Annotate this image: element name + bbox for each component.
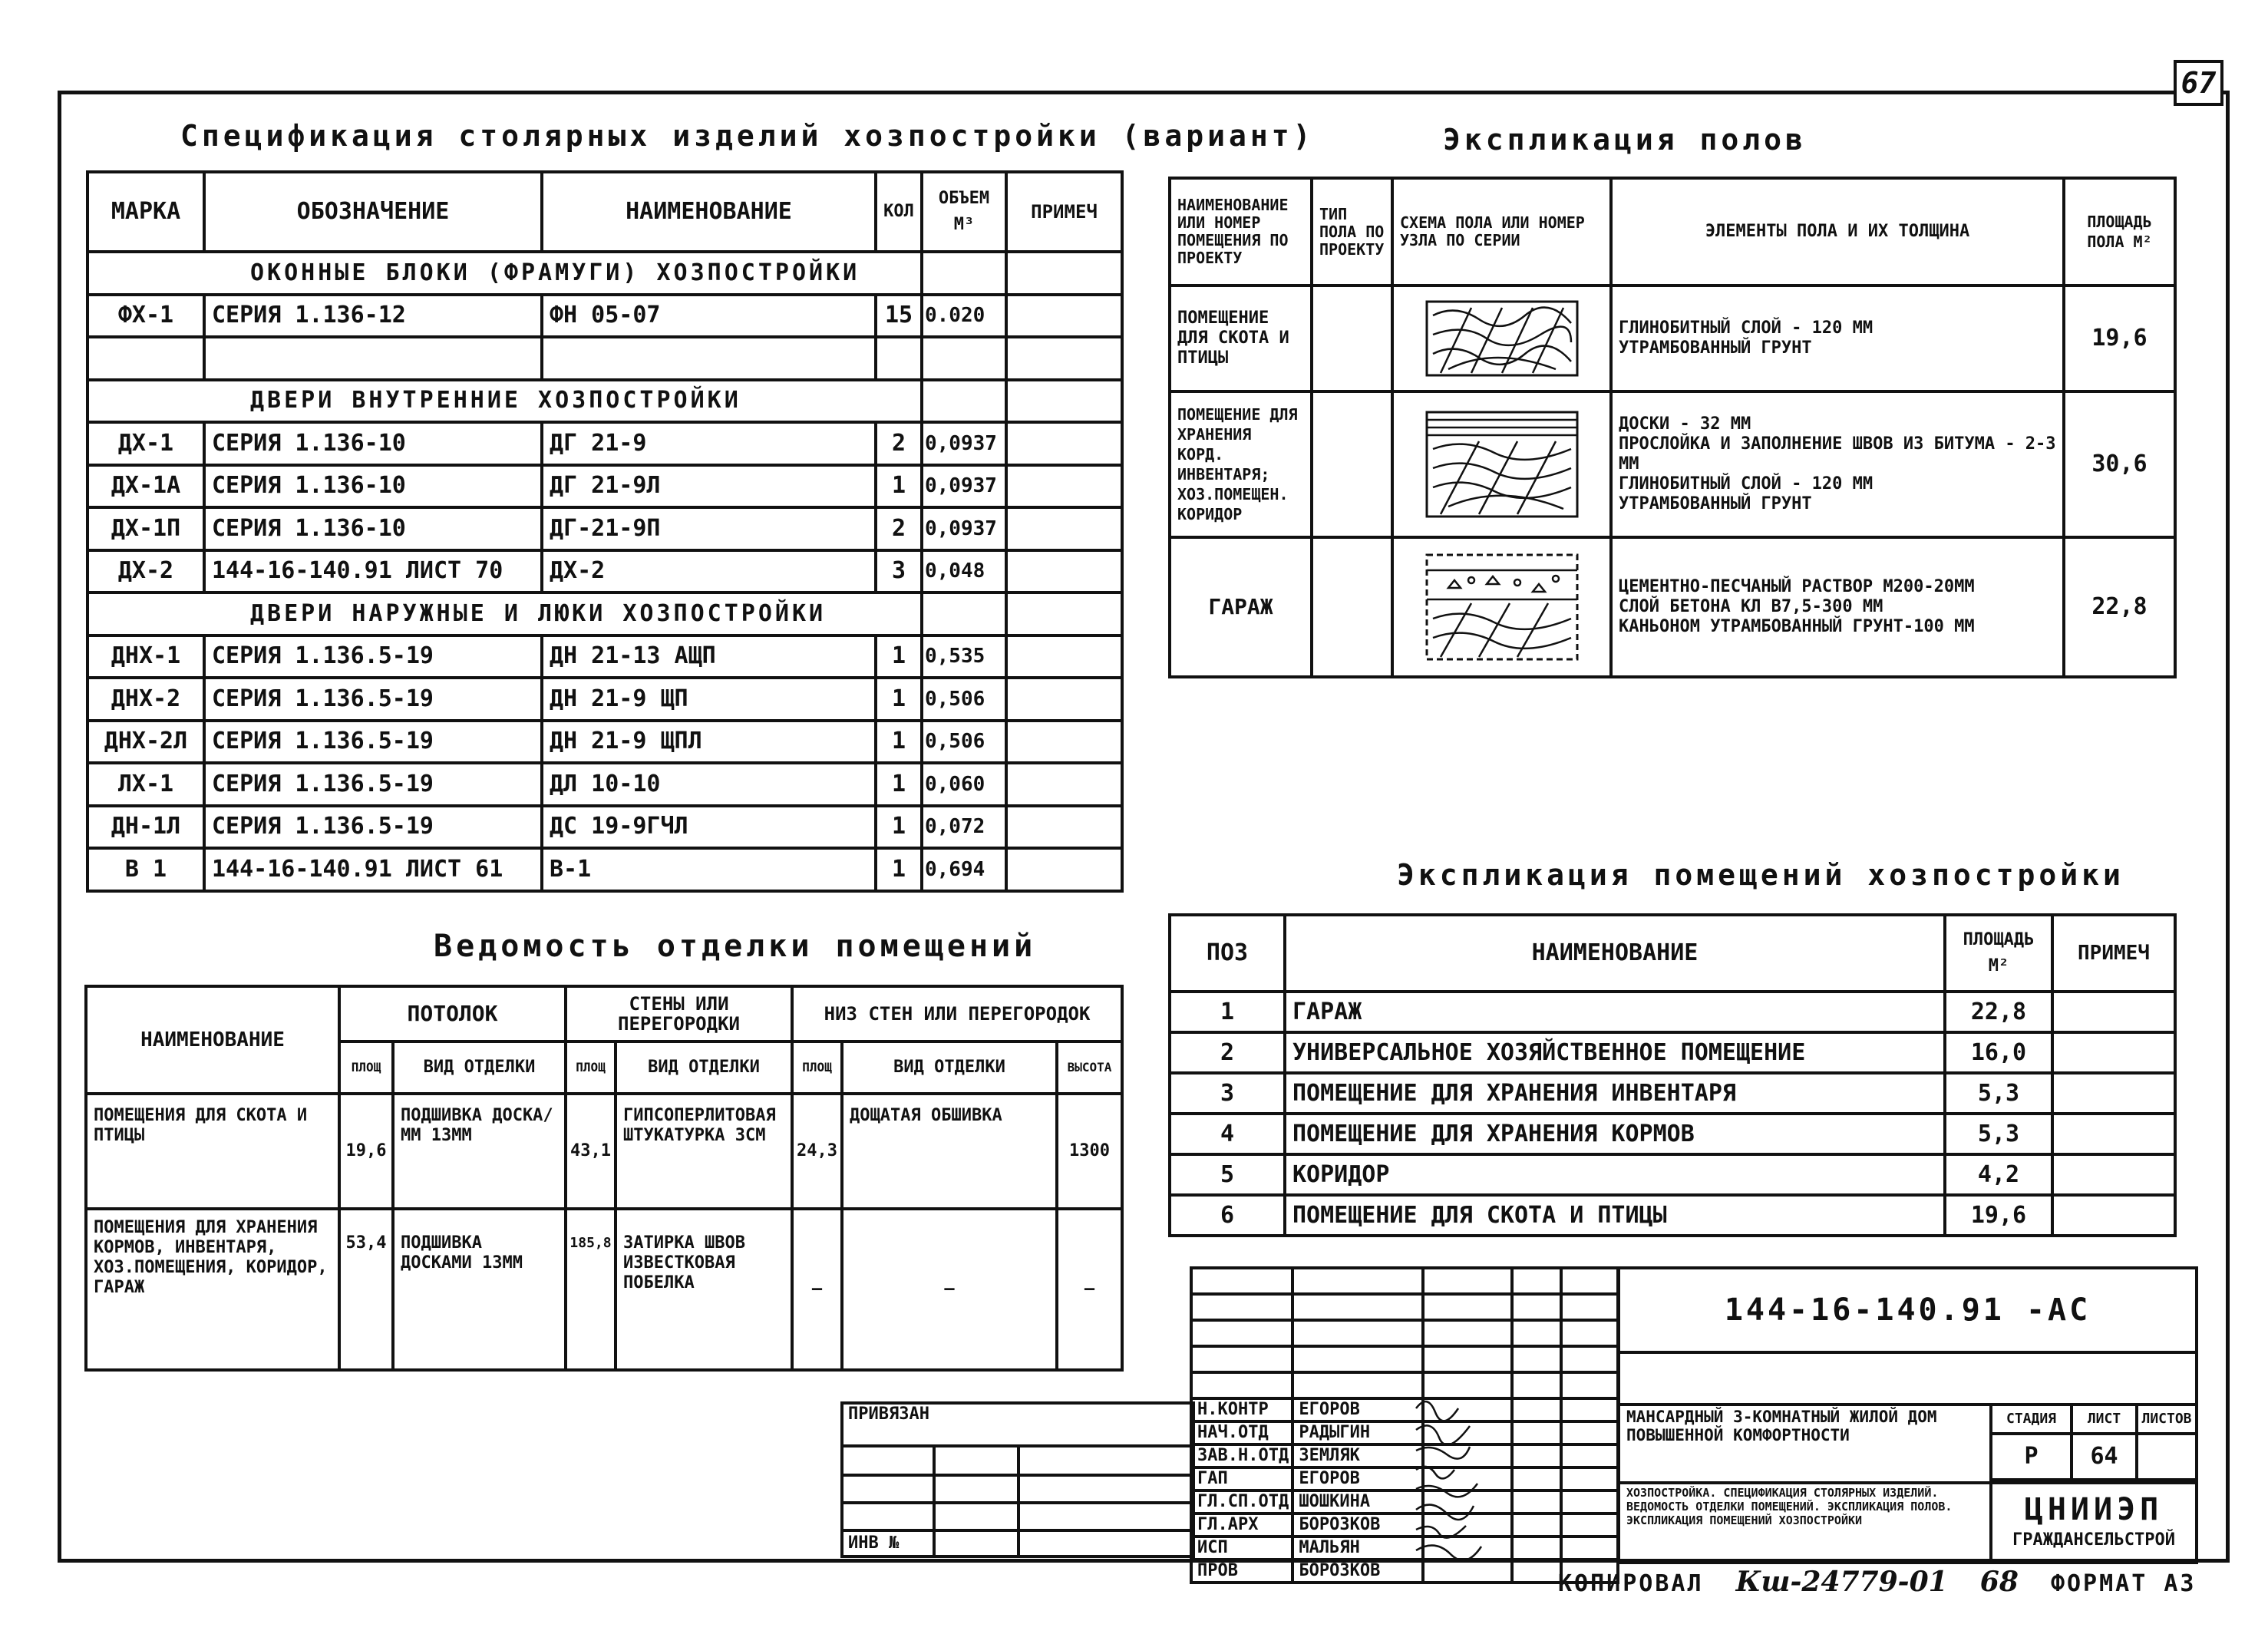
room-name: ПОМЕЩЕНИЕ ДЛЯ ХРАНЕНИЯ КОРМОВ <box>1285 1114 1945 1154</box>
spec-section-title: ОКОННЫЕ БЛОКИ (ФРАМУГИ) ХОЗПОСТРОЙКИ <box>204 252 922 295</box>
floor-scheme <box>1392 537 1611 677</box>
lower-area: — <box>792 1209 842 1370</box>
floors-header-room: НАИМЕНОВАНИЕ ИЛИ НОМЕР ПОМЕЩЕНИЯ ПО ПРОЕКТУ <box>1170 178 1312 286</box>
room-name: ПОМЕЩЕНИЕ ДЛЯ СКОТА И ПТИЦЫ <box>1285 1195 1945 1236</box>
finishing-header-type: ВИД ОТДЕЛКИ <box>842 1041 1057 1094</box>
spec-volume: 0,0937 <box>922 507 1006 550</box>
floors-header-scheme: СХЕМА ПОЛА ИЛИ НОМЕР УЗЛА ПО СЕРИИ <box>1392 178 1611 286</box>
floor-scheme <box>1392 286 1611 391</box>
spec-volume: 0,535 <box>922 635 1006 678</box>
ceiling-area: 53,4 <box>339 1209 393 1370</box>
lower-finish: — <box>842 1209 1057 1370</box>
spec-row <box>87 721 1122 764</box>
floor-element: ГЛИНОБИТНЫЙ СЛОЙ - 120 ММ <box>1619 319 1873 338</box>
format-label: ФОРМАТ А3 <box>2050 1570 2197 1597</box>
room-pos: 6 <box>1170 1195 1285 1236</box>
spec-designation: СЕРИЯ 1.136-10 <box>204 465 542 508</box>
spec-mark: В 1 <box>87 848 204 891</box>
floor-room-name: ГАРАЖ <box>1170 537 1312 677</box>
room-note <box>2052 1114 2175 1154</box>
spec-designation: СЕРИЯ 1.136.5-19 <box>204 806 542 849</box>
footer <box>1558 1566 2197 1604</box>
spec-qty: 15 <box>876 295 922 338</box>
spec-header-designation: ОБОЗНАЧЕНИЕ <box>204 172 542 252</box>
spec-row <box>87 763 1122 806</box>
spec-volume: 0,0937 <box>922 465 1006 508</box>
floors-header-type: ТИП ПОЛА ПО ПРОЕКТУ <box>1312 178 1392 286</box>
spec-qty: 1 <box>876 465 922 508</box>
spec-name: ДС 19-9ГЧЛ <box>542 806 876 849</box>
stamp-name: БОРОЗКОВ <box>1292 1514 1422 1537</box>
spec-row <box>87 507 1122 550</box>
lower-height: — <box>1057 1209 1122 1370</box>
spec-mark: ДХ-1 <box>87 422 204 465</box>
stamp-name: БОРОЗКОВ <box>1292 1560 1422 1583</box>
floor-element: СЛОЙ БЕТОНА КЛ В7,5-300 ММ <box>1619 597 1883 616</box>
spec-volume: 0,060 <box>922 763 1006 806</box>
room-area: 22,8 <box>1945 992 2052 1032</box>
spec-name: ДН 21-9 ЩП <box>542 678 876 721</box>
spec-note <box>1006 806 1122 849</box>
spec-mark: ДНХ-2 <box>87 678 204 721</box>
organization-subname: ГРАЖДАНСЕЛЬСТРОЙ <box>2012 1530 2175 1550</box>
finishing-room: ПОМЕЩЕНИЯ ДЛЯ СКОТА И ПТИЦЫ <box>86 1094 339 1209</box>
spec-designation: СЕРИЯ 1.136.5-19 <box>204 635 542 678</box>
finishing-header-height: ВЫСОТА <box>1057 1041 1122 1094</box>
stamp-role: НАЧ.ОТД <box>1191 1421 1292 1444</box>
spec-designation: 144-16-140.91 ЛИСТ 61 <box>204 848 542 891</box>
floor-type <box>1312 391 1392 537</box>
spec-volume: 0,506 <box>922 678 1006 721</box>
spec-volume: 0,694 <box>922 848 1006 891</box>
stamp-person-row <box>1191 1444 1618 1467</box>
floor-room-name: ПОМЕЩЕНИЕ ДЛЯ ХРАНЕНИЯ КОРД. ИНВЕНТАРЯ; ХОЗ.ПОМЕЩЕН. КОРИДОР <box>1170 391 1312 537</box>
finishing-header-area: ПЛОЩ <box>792 1041 842 1094</box>
room-area: 19,6 <box>1945 1195 2052 1236</box>
stamp-person-row <box>1191 1537 1618 1560</box>
copy-page: 68 <box>1979 1566 2019 1598</box>
stage-value: Р <box>1991 1434 2072 1480</box>
finishing-header-area: ПЛОЩ <box>339 1041 393 1094</box>
spec-designation <box>204 337 542 380</box>
spec-name: ДХ-2 <box>542 550 876 593</box>
spec-qty: 2 <box>876 422 922 465</box>
inventory-label: ИНВ № <box>842 1530 934 1556</box>
stamp-person-row <box>1191 1514 1618 1537</box>
stamp-person-row <box>1191 1421 1618 1444</box>
spec-section-title: ДВЕРИ НАРУЖНЫЕ И ЛЮКИ ХОЗПОСТРОЙКИ <box>204 593 922 635</box>
stamp <box>840 1266 2195 1580</box>
spec-volume: 0,072 <box>922 806 1006 849</box>
lower-height: 1300 <box>1057 1094 1122 1209</box>
lower-area: 24,3 <box>792 1094 842 1209</box>
ceiling-finish: ПОДШИВКА ДОСКАМИ 13ММ <box>393 1209 566 1370</box>
spec-name <box>542 337 876 380</box>
spec-designation: СЕРИЯ 1.136.5-19 <box>204 678 542 721</box>
lower-finish: ДОЩАТАЯ ОБШИВКА <box>842 1094 1057 1209</box>
spec-qty: 1 <box>876 635 922 678</box>
spec-name: ДН 21-9 ЩПЛ <box>542 721 876 764</box>
stamp-name: ЗЕМЛЯК <box>1292 1444 1422 1467</box>
spec-section-row <box>87 252 1122 295</box>
sheet-description: ХОЗПОСТРОЙКА. СПЕЦИФИКАЦИЯ СТОЛЯРНЫХ ИЗДЕЛИЙ. ВЕДОМОСТЬ ОТДЕЛКИ ПОМЕЩЕНИЙ. ЭКСПЛИКАЦИЯ ПОЛОВ. ЭКСПЛИКАЦИЯ ПОМЕЩЕНИЙ ХОЗПОСТРОЙКИ <box>1619 1483 1991 1563</box>
page-number: 67 <box>2181 66 2217 100</box>
spec-mark: ДХ-2 <box>87 550 204 593</box>
spec-row <box>87 550 1122 593</box>
sheets-value <box>2137 1434 2197 1480</box>
room-pos: 5 <box>1170 1154 1285 1195</box>
rooms-row <box>1170 1154 2175 1195</box>
copied-label: КОПИРОВАЛ <box>1558 1570 1704 1597</box>
stamp-name: ЕГОРОВ <box>1292 1467 1422 1490</box>
spec-qty: 3 <box>876 550 922 593</box>
rooms-table <box>1168 913 2177 1237</box>
spec-row <box>87 806 1122 849</box>
finishing-row <box>86 1094 1122 1209</box>
floor-scheme-earth-icon <box>1425 300 1579 377</box>
spec-name: ДН 21-13 АЩП <box>542 635 876 678</box>
spec-qty: 1 <box>876 848 922 891</box>
floor-elements <box>1611 286 2064 391</box>
stamp-role: ГАП <box>1191 1467 1292 1490</box>
spec-header-name: НАИМЕНОВАНИЕ <box>542 172 876 252</box>
copy-number: Кш-24779-01 <box>1735 1566 1948 1598</box>
spec-qty: 2 <box>876 507 922 550</box>
stamp-main <box>1617 1266 2198 1564</box>
floor-element: УТРАМБОВАННЫЙ ГРУНТ <box>1619 338 1812 358</box>
rooms-row <box>1170 1195 2175 1236</box>
room-name: УНИВЕРСАЛЬНОЕ ХОЗЯЙСТВЕННОЕ ПОМЕЩЕНИЕ <box>1285 1032 1945 1073</box>
spec-row <box>87 678 1122 721</box>
floor-type <box>1312 537 1392 677</box>
spec-designation: 144-16-140.91 ЛИСТ 70 <box>204 550 542 593</box>
spec-note <box>1006 422 1122 465</box>
stage-label: СТАДИЯ <box>1991 1405 2072 1434</box>
sheet-value: 64 <box>2072 1434 2137 1480</box>
spec-row <box>87 465 1122 508</box>
spec-designation: СЕРИЯ 1.136.5-19 <box>204 763 542 806</box>
room-area: 5,3 <box>1945 1114 2052 1154</box>
floor-element: ЦЕМЕНТНО-ПЕСЧАНЫЙ РАСТВОР М200-20ММ <box>1619 577 1975 596</box>
spec-qty: 1 <box>876 763 922 806</box>
floor-element: ГЛИНОБИТНЫЙ СЛОЙ - 120 ММ <box>1619 474 1873 494</box>
spec-qty <box>876 337 922 380</box>
room-note <box>2052 1073 2175 1114</box>
binding-label: ПРИВЯЗАН <box>842 1403 1193 1446</box>
spec-qty: 1 <box>876 678 922 721</box>
floor-type <box>1312 286 1392 391</box>
spec-header-qty: КОЛ <box>876 172 922 252</box>
room-note <box>2052 992 2175 1032</box>
spec-designation: СЕРИЯ 1.136-10 <box>204 507 542 550</box>
signatures-handwriting <box>1408 1393 1500 1570</box>
spec-mark: ФХ-1 <box>87 295 204 338</box>
stamp-revision-grid <box>1190 1266 1619 1584</box>
spec-mark: ДНХ-1 <box>87 635 204 678</box>
stamp-name: МАЛЬЯН <box>1292 1537 1422 1560</box>
finishing-header-walls: СТЕНЫ ИЛИ ПЕРЕГОРОДКИ <box>566 986 792 1041</box>
rooms-row <box>1170 992 2175 1032</box>
page-number-box <box>2174 60 2223 106</box>
stamp-role: ЗАВ.Н.ОТД <box>1191 1444 1292 1467</box>
spec-mark: ДХ-1А <box>87 465 204 508</box>
ceiling-area: 19,6 <box>339 1094 393 1209</box>
finishing-title: Ведомость отделки помещений <box>434 929 1037 964</box>
floor-element: КАНЬОНОМ УТРАМБОВАННЫЙ ГРУНТ-100 ММ <box>1619 617 1975 636</box>
stamp-role: ГЛ.АРХ <box>1191 1514 1292 1537</box>
spec-note <box>1006 848 1122 891</box>
floors-header-area: ПЛОЩАДЬ ПОЛА М² <box>2064 178 2175 286</box>
room-pos: 4 <box>1170 1114 1285 1154</box>
stamp-name: РАДЫГИН <box>1292 1421 1422 1444</box>
finishing-header-lower: НИЗ СТЕН ИЛИ ПЕРЕГОРОДОК <box>792 986 1122 1041</box>
room-name: КОРИДОР <box>1285 1154 1945 1195</box>
rooms-header-pos: ПОЗ <box>1170 915 1285 992</box>
spec-row <box>87 635 1122 678</box>
floor-element: ПРОСЛОЙКА И ЗАПОЛНЕНИЕ ШВОВ ИЗ БИТУМА - 2-3 ММ <box>1619 434 2056 474</box>
floor-area: 22,8 <box>2064 537 2175 677</box>
room-note <box>2052 1032 2175 1073</box>
rooms-row <box>1170 1032 2175 1073</box>
rooms-title: Экспликация помещений хозпостройки <box>1397 858 2124 892</box>
spec-note <box>1006 507 1122 550</box>
stamp-name: ШОШКИНА <box>1292 1490 1422 1514</box>
rooms-header-name: НАИМЕНОВАНИЕ <box>1285 915 1945 992</box>
floor-element: УТРАМБОВАННЫЙ ГРУНТ <box>1619 494 1812 513</box>
spec-name: ДЛ 10-10 <box>542 763 876 806</box>
spec-name: ДГ-21-9П <box>542 507 876 550</box>
rooms-row <box>1170 1073 2175 1114</box>
spec-name: ДГ 21-9Л <box>542 465 876 508</box>
spec-volume <box>922 337 1006 380</box>
organization-name: ЦНИИЭП <box>2024 1492 2164 1527</box>
rooms-body <box>1170 992 2175 1236</box>
finishing-header-type: ВИД ОТДЕЛКИ <box>616 1041 792 1094</box>
spec-section-row <box>87 380 1122 423</box>
stamp-person-row <box>1191 1490 1618 1514</box>
floors-row <box>1170 286 2175 391</box>
floor-area: 30,6 <box>2064 391 2175 537</box>
spec-designation: СЕРИЯ 1.136.5-19 <box>204 721 542 764</box>
finishing-room: ПОМЕЩЕНИЯ ДЛЯ ХРАНЕНИЯ КОРМОВ, ИНВЕНТАРЯ, ХОЗ.ПОМЕЩЕНИЯ, КОРИДОР, ГАРАЖ <box>86 1209 339 1370</box>
spec-note <box>1006 763 1122 806</box>
spec-note <box>1006 678 1122 721</box>
spec-note <box>1006 635 1122 678</box>
walls-finish: ГИПСОПЕРЛИТОВАЯ ШТУКАТУРКА 3СМ <box>616 1094 792 1209</box>
floors-row <box>1170 391 2175 537</box>
floor-elements <box>1611 391 2064 537</box>
spec-volume: 0,048 <box>922 550 1006 593</box>
floor-scheme-concrete-icon <box>1425 553 1579 661</box>
stamp-role: ГЛ.СП.ОТД <box>1191 1490 1292 1514</box>
sheet-label: ЛИСТ <box>2072 1405 2137 1434</box>
spec-qty: 1 <box>876 806 922 849</box>
spec-section-title: ДВЕРИ ВНУТРЕННИЕ ХОЗПОСТРОЙКИ <box>204 380 922 423</box>
spec-qty: 1 <box>876 721 922 764</box>
floor-area: 19,6 <box>2064 286 2175 391</box>
spec-note <box>1006 337 1122 380</box>
floor-scheme-boards-icon <box>1425 411 1579 518</box>
spec-mark: ДХ-1П <box>87 507 204 550</box>
spec-row <box>87 337 1122 380</box>
floor-elements <box>1611 537 2064 677</box>
finishing-header-name: НАИМЕНОВАНИЕ <box>86 986 339 1094</box>
spec-name: ДГ 21-9 <box>542 422 876 465</box>
room-name: ГАРАЖ <box>1285 992 1945 1032</box>
spec-mark: ДН-1Л <box>87 806 204 849</box>
stamp-person-row <box>1191 1398 1618 1421</box>
stamp-role: Н.КОНТР <box>1191 1398 1292 1421</box>
stamp-role: ПРОВ <box>1191 1560 1292 1583</box>
stamp-person-row <box>1191 1560 1618 1583</box>
walls-finish: ЗАТИРКА ШВОВ ИЗВЕСТКОВАЯ ПОБЕЛКА <box>616 1209 792 1370</box>
spec-table <box>86 170 1124 893</box>
sheets-label: ЛИСТОВ <box>2137 1405 2197 1434</box>
organization <box>1991 1483 2197 1563</box>
spec-row <box>87 295 1122 338</box>
stamp-binding-block <box>840 1401 1195 1558</box>
object-name: МАНСАРДНЫЙ 3-КОМНАТНЫЙ ЖИЛОЙ ДОМ ПОВЫШЕННОЙ КОМФОРТНОСТИ <box>1619 1405 1991 1483</box>
rooms-header-note: ПРИМЕЧ <box>2052 915 2175 992</box>
spec-volume: 0,506 <box>922 721 1006 764</box>
spec-designation: СЕРИЯ 1.136-12 <box>204 295 542 338</box>
document-code: 144-16-140.91 -АС <box>1619 1268 2197 1352</box>
floor-room-name: ПОМЕЩЕНИЕ ДЛЯ СКОТА И ПТИЦЫ <box>1170 286 1312 391</box>
room-area: 4,2 <box>1945 1154 2052 1195</box>
room-note <box>2052 1154 2175 1195</box>
stamp-name: ЕГОРОВ <box>1292 1398 1422 1421</box>
floors-row <box>1170 537 2175 677</box>
room-name: ПОМЕЩЕНИЕ ДЛЯ ХРАНЕНИЯ ИНВЕНТАРЯ <box>1285 1073 1945 1114</box>
spec-volume: 0,0937 <box>922 422 1006 465</box>
rooms-row <box>1170 1114 2175 1154</box>
rooms-header-area: ПЛОЩАДЬ М² <box>1945 915 2052 992</box>
floors-title: Экспликация полов <box>1443 123 1807 157</box>
spec-note <box>1006 465 1122 508</box>
spec-row <box>87 848 1122 891</box>
room-area: 5,3 <box>1945 1073 2052 1114</box>
room-pos: 3 <box>1170 1073 1285 1114</box>
spec-title: Спецификация столярных изделий хозпостройки (вариант) <box>180 119 1315 153</box>
ceiling-finish: ПОДШИВКА ДОСКА/ММ 13ММ <box>393 1094 566 1209</box>
room-pos: 1 <box>1170 992 1285 1032</box>
spec-mark: ДНХ-2Л <box>87 721 204 764</box>
stamp-role: ИСП <box>1191 1537 1292 1560</box>
walls-area: 185,8 <box>566 1209 616 1370</box>
spec-row <box>87 422 1122 465</box>
floor-element: ДОСКИ - 32 ММ <box>1619 414 1751 434</box>
spec-body <box>87 252 1122 891</box>
spec-mark: ЛХ-1 <box>87 763 204 806</box>
spec-section-row <box>87 593 1122 635</box>
spec-name: В-1 <box>542 848 876 891</box>
spec-name: ФН 05-07 <box>542 295 876 338</box>
stamp-person-row <box>1191 1467 1618 1490</box>
spec-designation: СЕРИЯ 1.136-10 <box>204 422 542 465</box>
spec-note <box>1006 295 1122 338</box>
floor-scheme <box>1392 391 1611 537</box>
finishing-header-area: ПЛОЩ <box>566 1041 616 1094</box>
spec-header-volume: ОБЪЕМ М³ <box>922 172 1006 252</box>
spec-note <box>1006 550 1122 593</box>
spec-mark <box>87 337 204 380</box>
walls-area: 43,1 <box>566 1094 616 1209</box>
room-note <box>2052 1195 2175 1236</box>
room-area: 16,0 <box>1945 1032 2052 1073</box>
spec-header-mark: МАРКА <box>87 172 204 252</box>
finishing-header-ceiling: ПОТОЛОК <box>339 986 566 1041</box>
finishing-header-type: ВИД ОТДЕЛКИ <box>393 1041 566 1094</box>
spec-note <box>1006 721 1122 764</box>
room-pos: 2 <box>1170 1032 1285 1073</box>
floors-header-elements: ЭЛЕМЕНТЫ ПОЛА И ИХ ТОЛЩИНА <box>1611 178 2064 286</box>
spec-header-note: ПРИМЕЧ <box>1006 172 1122 252</box>
spec-volume: 0.020 <box>922 295 1006 338</box>
floors-table <box>1168 177 2177 678</box>
